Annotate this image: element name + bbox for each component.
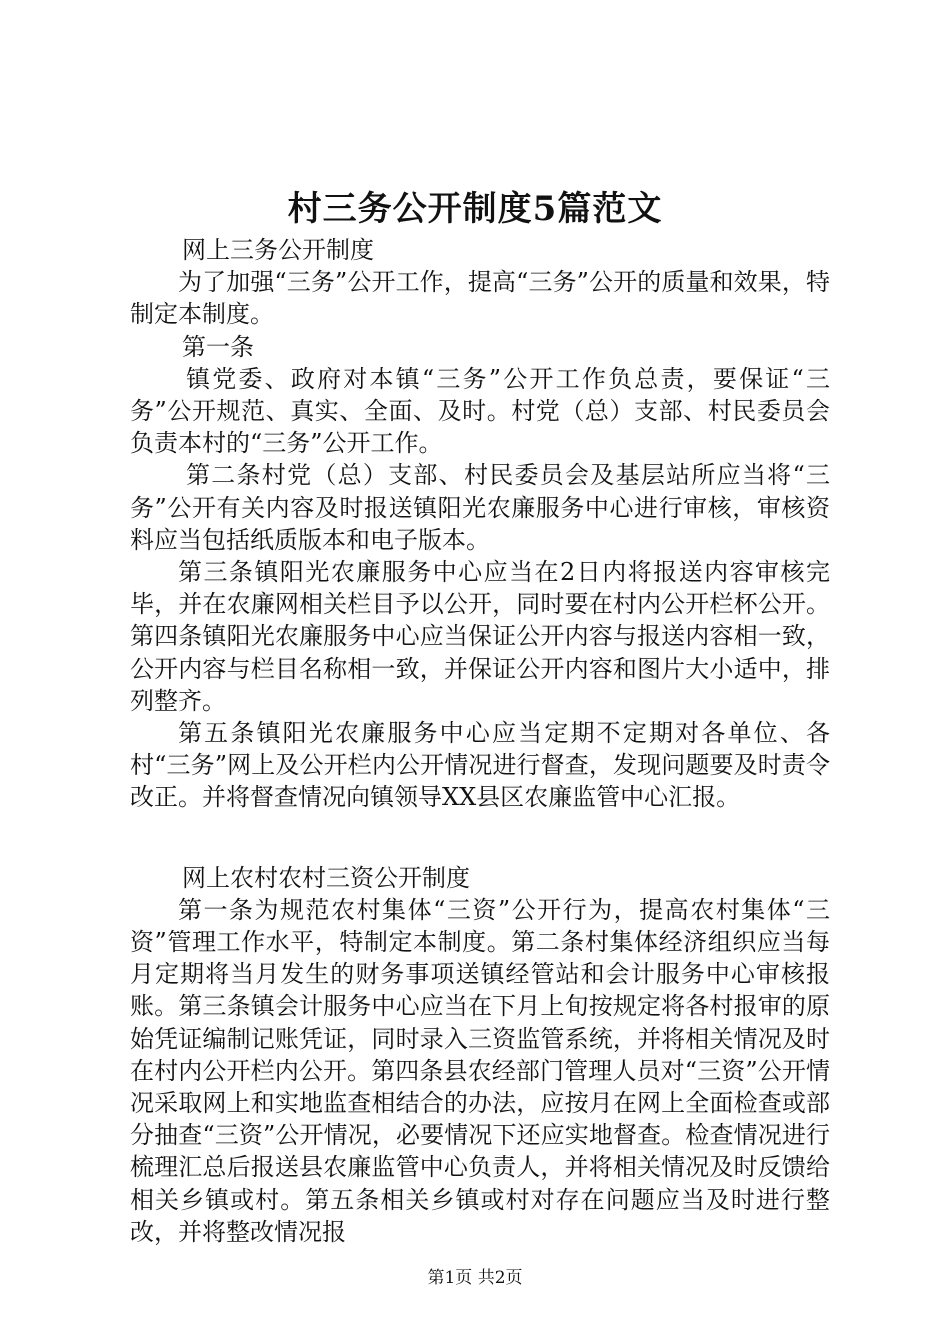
- paragraph: 镇党委、政府对本镇“三务”公开工作负总责，要保证“三务”公开规范、真实、全面、及时。村党（总）支部、村民委员会负责本村的“三务”公开工作。: [130, 364, 830, 458]
- section-gap: [130, 814, 830, 862]
- article-label: 第一条: [182, 332, 254, 361]
- paragraph: 第三条镇阳光农廉服务中心应当在2日内将报送内容审核完毕，并在农廉网相关栏目予以公开，同时要在村内公开栏杯公开。第四条镇阳光农廉服务中心应当保证公开内容与报送内容相一致，公开内容与栏目名称相一致，并保证公开内容和图片大小适中，排列整齐。: [130, 558, 830, 715]
- paragraph: 第二条村党（总）支部、村民委员会及基层站所应当将“三务”公开有关内容及时报送镇阳光农廉服务中心进行审核，审核资料应当包括纸质版本和电子版本。: [130, 461, 830, 554]
- paragraph: 第一条为规范农村集体“三资”公开行为，提高农村集体“三资”管理工作水平，特制定本制度。第二条村集体经济组织应当每月定期将当月发生的财务事项送镇经管站和会计服务中心审核报账。第三条镇会计服务中心应当在下月上旬按规定将各村报审的原始凭证编制记账凭证，同时录入三资监管系统，并将相关情况及时在村内公开栏内公开。第四条县农经部门管理人员对“三资”公开情况采取网上和实地监查相结合的办法，应按月在网上全面检查或部分抽查“三资”公开情况，必要情况下还应实地督查。检查情况进行梳理汇总后报送县农廉监管中心负责人，并将相关情况及时反馈给相关乡镇或村。第五条相关乡镇或村对存在问题应当及时进行整改，并将整改情况报: [130, 895, 830, 1246]
- document-body: [130, 234, 830, 1248]
- section-heading: 网上三务公开制度: [182, 236, 374, 264]
- page-footer: 第1页 共2页: [427, 1268, 523, 1288]
- paragraph: 为了加强“三务”公开工作，提高“三务”公开的质量和效果，特制定本制度。: [130, 268, 830, 329]
- document-title: 村三务公开制度5篇范文: [287, 189, 663, 229]
- paragraph: 第五条镇阳光农廉服务中心应当定期不定期对各单位、各村“三务”网上及公开栏内公开情况进行督查，发现问题要及时责令改正。并将督查情况向镇领导XX县区农廉监管中心汇报。: [130, 719, 830, 812]
- section-heading: 网上农村农村三资公开制度: [182, 863, 470, 892]
